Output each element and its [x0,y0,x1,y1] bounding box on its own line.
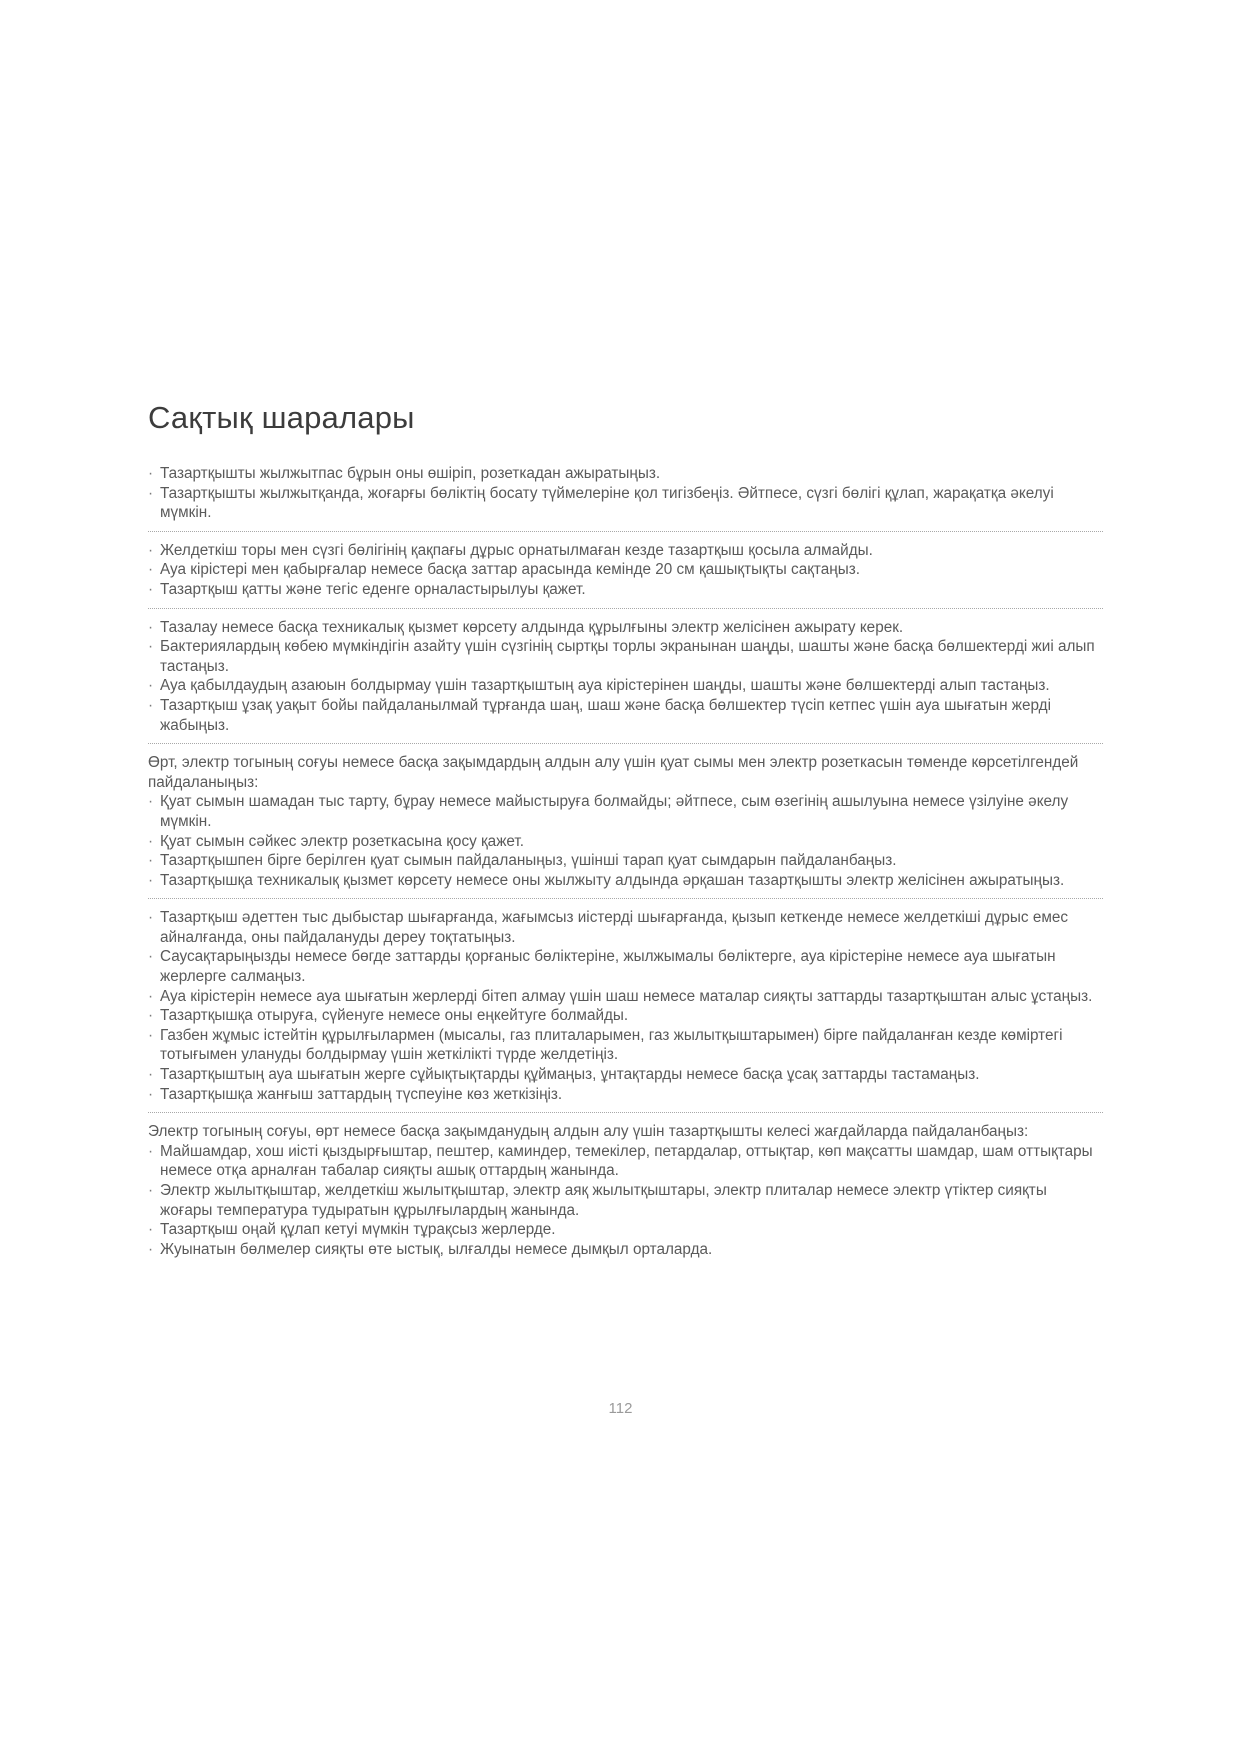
bullet-icon: · [148,909,154,927]
bullet-icon: · [148,696,154,714]
list-item: · Тазартқышпен бірге берілген қуат сымын пайдаланыңыз, үшінші тарап қуат сымдарын пайдаланбаңыз. [148,852,897,870]
bullet-icon: · [148,541,154,559]
bullet-icon: · [148,871,154,889]
bullet-icon: · [148,948,154,966]
bullet-list [148,1142,1103,1260]
section-intro: Электр тогының соғуы, өрт немесе басқа зақымданудың алдын алу үшін тазартқышты келесі жағдайларда пайдаланбаңыз: [148,1123,1029,1141]
page-number: 112 [608,1400,633,1417]
bullet-icon: · [148,1007,154,1025]
bullet-icon: · [148,484,154,502]
bullet-icon: · [148,561,154,579]
list-item: · Тазартқышқа отыруға, сүйенуге немесе оны еңкейтуге болмайды. [148,1007,629,1025]
bullet-icon: · [148,1066,154,1084]
bullet-icon: · [148,1142,154,1160]
list-item: · Жуынатын бөлмелер сияқты өте ыстық, ылғалды немесе дымқыл орталарда. [148,1240,713,1258]
list-item: · Майшамдар, хош иісті қыздырғыштар, пештер, каминдер, темекілер, петардалар, оттықтар, көп мақсатты шамдар, шам оттықтары немесе отқа арналған табалар сияқты ашық оттардың жанында. [148,1142,1093,1180]
section-installation [148,541,1103,609]
bullet-icon: · [148,1085,154,1103]
list-item: · Қуат сымын шамадан тыс тарту, бұрау немесе майыстыруға болмайды; әйтпесе, сым өзегінің ашылуына немесе үзілуіне әкелу мүмкін. [148,793,1069,830]
bullet-icon: · [148,1182,154,1199]
list-item: · Саусақтарыңызды немесе бөгде заттарды қорғаныс бөліктеріне, жылжымалы бөліктерге, ауа кірістеріне немесе ауа шығатын жерлерге салмаңыз. [148,948,1056,986]
precautions-content [148,464,1103,1276]
list-item: · Тазартқышты жылжытқанда, жоғарғы бөліктің босату түймелеріне қол тигізбеңіз. Әйтпесе, сүзгі бөлігі құлап, жарақатқа әкелуі мүмкін. [148,484,1054,522]
bullet-list [148,908,1103,1104]
list-item: · Газбен жұмыс істейтін құрылғылармен (мысалы, газ плиталарымен, газ жылытқыштарымен) бірге пайдаланған кезде көміртегі тотығымен улануды болдырмау үшін жеткілікті түрде желдетіңіз. [148,1026,1063,1064]
list-item: · Тазартқыштың ауа шығатын жерге сұйықтықтарды құймаңыз, ұнтақтарды немесе басқа ұсақ заттарды тастамаңыз. [148,1066,980,1084]
bullet-icon: · [148,832,154,850]
bullet-icon: · [148,1221,154,1239]
bullet-list [148,792,1103,890]
section-environment [148,1122,1103,1267]
section-power-cord [148,753,1103,899]
section-moving [148,464,1103,532]
list-item: · Ауа кірістері мен қабырғалар немесе басқа заттар арасында кемінде 20 см қашықтықты сақтаңыз. [148,561,860,579]
list-item: · Желдеткіш торы мен сүзгі бөлігінің қақпағы дұрыс орнатылмаған кезде тазартқыш қосыла алмайды. [148,541,873,559]
bullet-list [148,618,1103,736]
list-item: · Бактериялардың көбею мүмкіндігін азайту үшін сүзгінің сыртқы торлы экранынан шаңды, шашты және басқа бөлшектерді жиі алып тастаңыз. [148,638,1095,675]
section-maintenance [148,618,1103,745]
bullet-icon: · [148,1026,154,1044]
bullet-icon: · [148,987,154,1005]
list-item: · Ауа қабылдаудың азаюын болдырмау үшін тазартқыштың ауа кірістерінен шаңды, шашты және бөлшектерді алып тастаңыз. [148,677,1050,695]
bullet-icon: · [148,618,154,636]
bullet-icon: · [148,793,154,811]
list-item: · Ауа кірістерін немесе ауа шығатын жерлерді бітеп алмау үшін шаш немесе маталар сияқты заттарды тазартқыштан алыс ұстаңыз. [148,987,1093,1005]
list-item: · Электр жылытқыштар, желдеткіш жылытқыштар, электр аяқ жылытқыштары, электр плиталар немесе электр үтіктер сияқты жоғары температура тудыратын құрылғылардың жанында. [148,1182,1047,1219]
list-item: · Тазартқыш қатты және тегіс еденге орналастырылуы қажет. [148,580,586,598]
bullet-icon: · [148,1240,154,1258]
list-item: · Тазартқышты жылжытпас бұрын оны өшіріп, розеткадан ажыратыңыз. [148,465,661,482]
bullet-icon: · [148,852,154,870]
list-item: · Тазартқыш ұзақ уақыт бойы пайдаланылмай тұрғанда шаң, шаш және басқа бөлшектер түсіп кетпес үшін ауа шығатын жерді жабыңыз. [148,696,1052,734]
page-title: Сақтық шаралары [148,400,415,435]
bullet-icon: · [148,677,154,695]
bullet-list [148,464,1103,523]
bullet-icon: · [148,638,154,656]
bullet-list [148,541,1103,600]
bullet-icon: · [148,580,154,598]
list-item: · Тазартқышқа техникалық қызмет көрсету немесе оны жылжыту алдында әрқашан тазартқышты электр желісінен ажыратыңыз. [148,871,1065,889]
section-operation [148,908,1103,1113]
list-item: · Тазалау немесе басқа техникалық қызмет көрсету алдында құрылғыны электр желісінен ажырату керек. [148,618,904,636]
list-item: · Тазартқыш әдеттен тыс дыбыстар шығарғанда, жағымсыз иістерді шығарғанда, қызып кеткенде немесе желдеткіші дұрыс емес айналғанда, оны пайдалануды дереу тоқтатыңыз. [148,909,1068,946]
bullet-icon: · [148,465,154,482]
section-intro: Өрт, электр тогының соғуы немесе басқа зақымдардың алдын алу үшін қуат сымы мен электр розеткасын төменде көрсетілгендей пайдаланыңыз: [148,754,1079,791]
list-item: · Тазартқыш оңай құлап кетуі мүмкін тұрақсыз жерлерде. [148,1221,556,1239]
list-item: · Тазартқышқа жанғыш заттардың түспеуіне көз жеткізіңіз. [148,1085,563,1103]
list-item: · Қуат сымын сәйкес электр розеткасына қосу қажет. [148,832,524,850]
